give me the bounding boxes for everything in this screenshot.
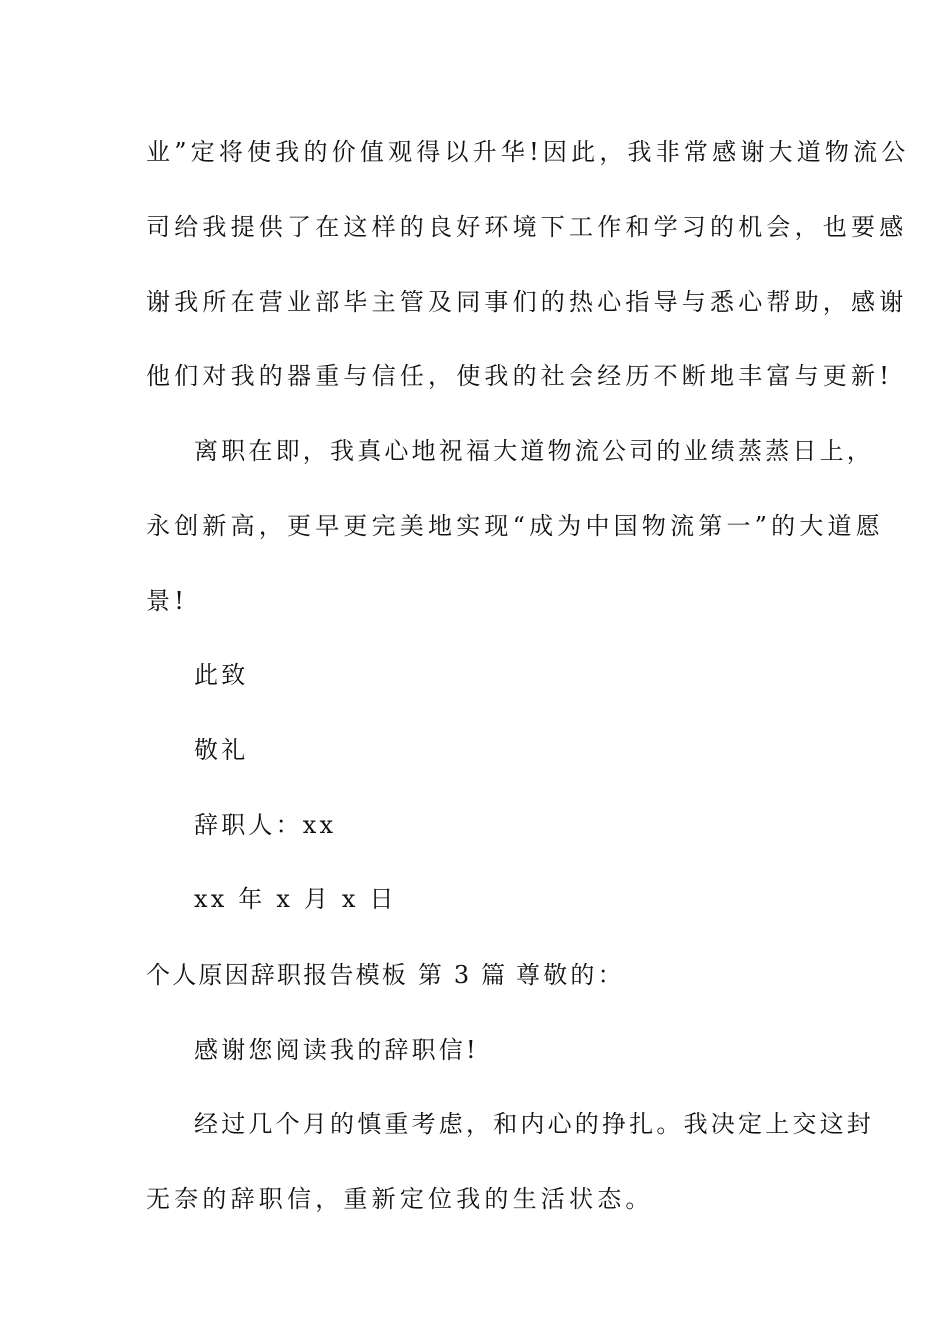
paragraph-line: 他们对我的器重与信任，使我的社会经历不断地丰富与更新! (146, 362, 894, 390)
salutation: 尊敬的： (516, 961, 625, 989)
paragraph-line: 业”定将使我的价值观得以升华!因此，我非常感谢大道物流公 (146, 138, 910, 166)
closing-phrase: 此致 (194, 661, 249, 689)
paragraph-line: 感谢您阅读我的辞职信! (194, 1036, 479, 1064)
paragraph-line: 经过几个月的慎重考虑，和内心的挣扎。我决定上交这封 (194, 1110, 874, 1138)
date-line: xx 年 x 月 x 日 (194, 885, 397, 913)
paragraph-line: 无奈的辞职信，重新定位我的生活状态。 (146, 1185, 654, 1213)
closing-greeting: 敬礼 (194, 736, 249, 764)
section-title: 个人原因辞职报告模板 第 3 篇 (146, 961, 508, 989)
paragraph-line: 离职在即，我真心地祝福大道物流公司的业绩蒸蒸日上， (194, 437, 874, 465)
paragraph-line: 谢我所在营业部毕主管及同事们的热心指导与悉心帮助，感谢 (146, 288, 908, 316)
paragraph-line: 司给我提供了在这样的良好环境下工作和学习的机会，也要感 (146, 213, 908, 241)
paragraph-line: 永创新高，更早更完美地实现“成为中国物流第一”的大道愿 (146, 512, 884, 540)
paragraph-line: 景! (146, 587, 189, 615)
signer-line: 辞职人：xx (194, 811, 337, 839)
